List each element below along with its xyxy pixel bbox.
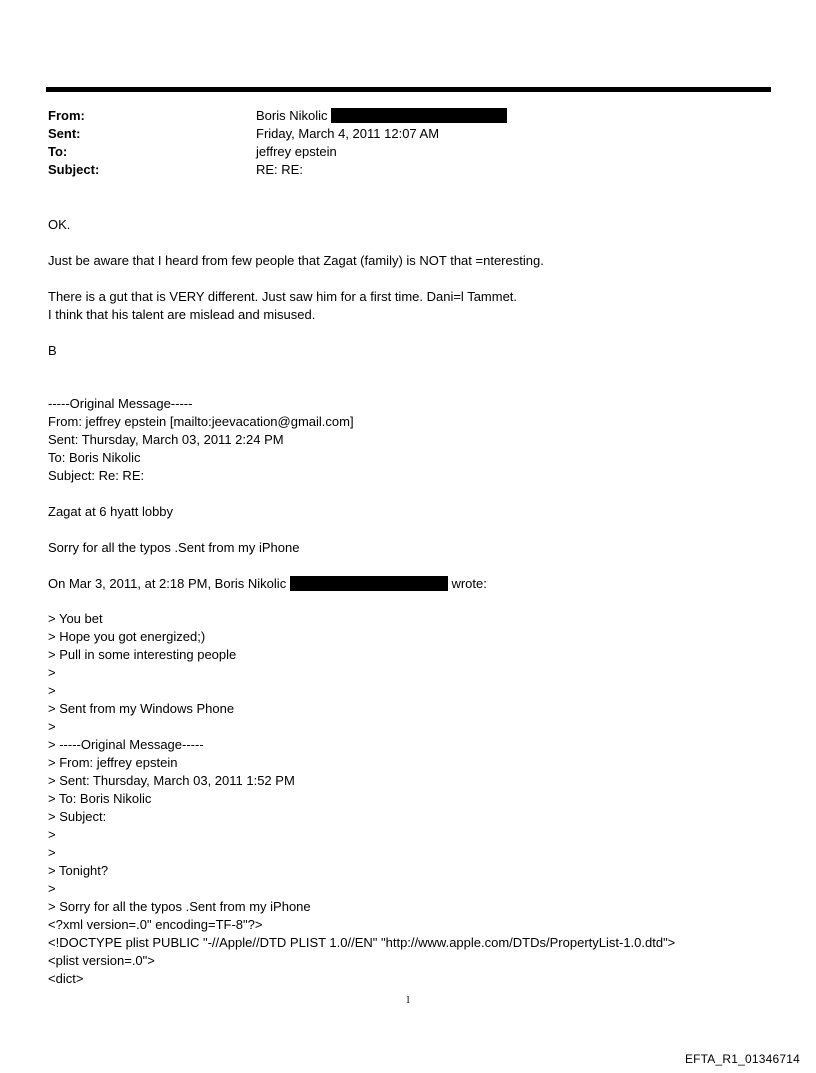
from-value [256,107,507,125]
quoted-line: > To: Boris Nikolic [48,791,152,806]
quoted-line: > Subject: [48,809,107,824]
quoted-line: <!DOCTYPE plist PUBLIC "-//Apple//DTD PLIST 1.0//EN" "http://www.apple.com/DTDs/PropertyList-1.0.dtd"> [48,935,676,950]
quoted-line: > Hope you got energized;) [48,629,206,644]
to-label: To: [48,144,68,159]
quoted-line: > [48,881,56,896]
quoted-line: <plist version=.0"> [48,953,155,968]
body-signature: B [48,343,57,358]
orig1-subject: Subject: Re: RE: [48,468,145,483]
body-paragraph-1: Just be aware that I heard from few people that Zagat (family) is NOT that =nteresting. [48,253,544,268]
body-paragraph-2a: There is a gut that is VERY different. Just saw him for a first time. Dani=l Tammet. [48,289,518,304]
quoted-line: > Tonight? [48,863,109,878]
redaction-box [331,108,507,123]
quoted-line: > [48,827,56,842]
quoted-line: > Sorry for all the typos .Sent from my iPhone [48,899,311,914]
quoted-line: > Sent: Thursday, March 03, 2011 1:52 PM [48,773,295,788]
sent-label: Sent: [48,126,81,141]
orig1-to: To: Boris Nikolic [48,450,141,465]
body-ok: OK. [48,217,71,232]
orig1-footer: Sorry for all the typos .Sent from my iPhone [48,540,300,555]
quoted-line: > [48,845,56,860]
orig1-message: Zagat at 6 hyatt lobby [48,504,174,519]
body-paragraph-2b: I think that his talent are mislead and misused. [48,307,316,322]
redaction-box [290,576,448,591]
on-line-prefix: On Mar 3, 2011, at 2:18 PM, Boris Nikolic [48,576,287,591]
on-line-suffix: wrote: [451,576,487,591]
orig1-from: From: jeffrey epstein [mailto:jeevacation@gmail.com] [48,414,354,429]
quoted-line: > [48,719,56,734]
quoted-line: > Sent from my Windows Phone [48,701,235,716]
quoted-line: <?xml version=.0" encoding=TF-8"?> [48,917,263,932]
quoted-line: > Pull in some interesting people [48,647,237,662]
quoted-line: > -----Original Message----- [48,737,204,752]
orig1-sent: Sent: Thursday, March 03, 2011 2:24 PM [48,432,284,447]
subject-label: Subject: [48,162,100,177]
from-label: From: [48,108,85,123]
quoted-line: > [48,665,56,680]
page-number: 1 [405,995,411,1006]
sent-value: Friday, March 4, 2011 12:07 AM [256,126,440,141]
to-value: jeffrey epstein [256,144,337,159]
quoted-line: > From: jeffrey epstein [48,755,178,770]
orig1-marker: -----Original Message----- [48,396,193,411]
from-name: Boris Nikolic [256,108,328,123]
subject-value: RE: RE: [256,162,303,177]
quoted-line: > [48,683,56,698]
quoted-line: > You bet [48,611,103,626]
bates-number: EFTA_R1_01346714 [684,1052,800,1066]
orig1-on-line [48,575,487,593]
quoted-line: <dict> [48,971,84,986]
header-rule [46,87,771,92]
